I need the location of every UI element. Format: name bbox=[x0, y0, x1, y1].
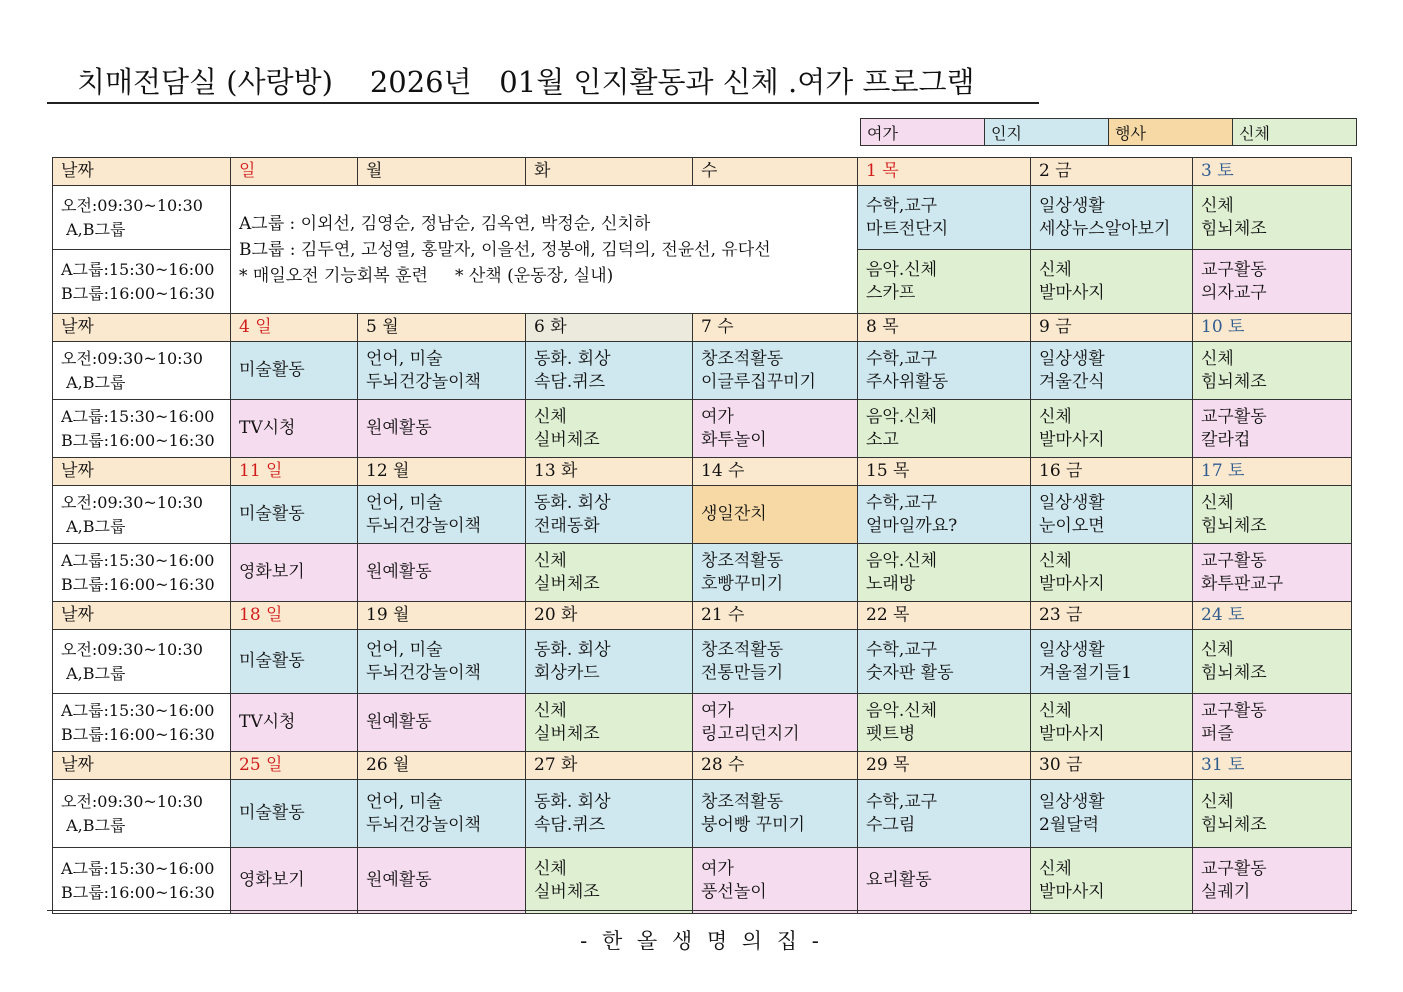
activity-detail: 전통만들기 bbox=[701, 662, 784, 683]
day-header: 29 목 bbox=[858, 752, 1031, 780]
activity-cell bbox=[1031, 186, 1193, 250]
time-line-1: A그룹:15:30~16:00 bbox=[61, 700, 215, 720]
activity-cell bbox=[1031, 630, 1193, 694]
activity-title: 신체 bbox=[1201, 348, 1234, 369]
activity-title: 창조적활동 bbox=[701, 791, 784, 812]
time-line-2: A,B그룹 bbox=[61, 815, 126, 835]
activity-title: 신체 bbox=[1201, 195, 1234, 216]
activity-cell bbox=[1193, 848, 1352, 914]
day-header: 10 토 bbox=[1193, 314, 1352, 342]
day-header: 12 월 bbox=[358, 458, 526, 486]
day-header: 16 금 bbox=[1031, 458, 1193, 486]
day-header: 19 월 bbox=[358, 602, 526, 630]
category-legend bbox=[860, 118, 1357, 146]
activity-title: 신체 bbox=[534, 406, 567, 427]
day-header: 23 금 bbox=[1031, 602, 1193, 630]
activity-detail: 눈이오면 bbox=[1039, 515, 1105, 536]
day-header: 22 목 bbox=[858, 602, 1031, 630]
activity-detail: 세상뉴스알아보기 bbox=[1039, 218, 1171, 239]
activity-detail: 발마사지 bbox=[1039, 723, 1105, 744]
activity-cell bbox=[858, 250, 1031, 314]
activity-cell bbox=[858, 400, 1031, 458]
activity-detail: 주사위활동 bbox=[866, 371, 949, 392]
morning-row bbox=[53, 780, 1352, 848]
activity-cell bbox=[693, 780, 858, 848]
activity-detail: 발마사지 bbox=[1039, 881, 1105, 902]
time-line-1: A그룹:15:30~16:00 bbox=[61, 259, 215, 279]
activity-detail: 회상카드 bbox=[534, 662, 600, 683]
activity-title: 미술활동 bbox=[239, 504, 305, 524]
activity-title: 신체 bbox=[1039, 259, 1072, 280]
day-header: 14 수 bbox=[693, 458, 858, 486]
time-slot-am bbox=[53, 342, 231, 400]
day-header: 화 bbox=[526, 158, 693, 186]
date-header-row bbox=[53, 314, 1352, 342]
date-label: 날짜 bbox=[53, 458, 231, 486]
activity-title: 여가 bbox=[701, 858, 734, 879]
day-header: 5 월 bbox=[358, 314, 526, 342]
time-line-2: A,B그룹 bbox=[61, 219, 126, 239]
activity-cell bbox=[1193, 400, 1352, 458]
afternoon-row bbox=[53, 400, 1352, 458]
morning-row bbox=[53, 486, 1352, 544]
activity-cell bbox=[693, 630, 858, 694]
activity-cell bbox=[1193, 694, 1352, 752]
activity-detail: 수그림 bbox=[866, 814, 916, 835]
activity-cell bbox=[1193, 486, 1352, 544]
time-line-1: 오전:09:30~10:30 bbox=[61, 348, 203, 368]
time-slot-pm bbox=[53, 400, 231, 458]
activity-title: 음악.신체 bbox=[866, 259, 938, 280]
activity-cell bbox=[693, 694, 858, 752]
activity-title: 수학,교구 bbox=[866, 791, 938, 812]
activity-cell bbox=[693, 342, 858, 400]
date-header-row bbox=[53, 158, 1352, 186]
activity-title: 생일잔치 bbox=[701, 504, 767, 524]
activity-cell bbox=[526, 780, 693, 848]
activity-title: 일상생활 bbox=[1039, 348, 1105, 369]
activity-detail: 노래방 bbox=[866, 573, 916, 594]
activity-cell bbox=[526, 544, 693, 602]
day-header: 수 bbox=[693, 158, 858, 186]
day-header: 9 금 bbox=[1031, 314, 1193, 342]
time-line-2: B그룹:16:00~16:30 bbox=[61, 574, 215, 594]
time-line-2: B그룹:16:00~16:30 bbox=[61, 283, 215, 303]
activity-title: 영화보기 bbox=[239, 870, 305, 890]
activity-title: 신체 bbox=[1201, 639, 1234, 660]
afternoon-row bbox=[53, 694, 1352, 752]
activity-cell bbox=[1193, 342, 1352, 400]
footer-org-name: - 한 올 생 명 의 집 - bbox=[580, 929, 823, 953]
activity-detail: 칼라컵 bbox=[1201, 429, 1251, 450]
date-label: 날짜 bbox=[53, 602, 231, 630]
activity-title: 창조적활동 bbox=[701, 550, 784, 571]
activity-title: 일상생활 bbox=[1039, 791, 1105, 812]
day-header: 2 금 bbox=[1031, 158, 1193, 186]
group-notice bbox=[231, 186, 858, 314]
legend-item-inji: 인지 bbox=[985, 119, 1109, 146]
activity-cell bbox=[1031, 694, 1193, 752]
activity-cell bbox=[1031, 544, 1193, 602]
activity-detail: 의자교구 bbox=[1201, 282, 1267, 303]
activity-cell bbox=[1031, 400, 1193, 458]
day-header: 26 월 bbox=[358, 752, 526, 780]
activity-title: 미술활동 bbox=[239, 360, 305, 380]
activity-cell bbox=[358, 848, 526, 914]
activity-cell bbox=[526, 848, 693, 914]
time-slot-am bbox=[53, 630, 231, 694]
activity-cell bbox=[1193, 186, 1352, 250]
activity-title: 교구활동 bbox=[1201, 700, 1267, 721]
activity-title: TV시청 bbox=[239, 418, 296, 438]
activity-cell bbox=[693, 486, 858, 544]
activity-title: 교구활동 bbox=[1201, 858, 1267, 879]
activity-cell bbox=[231, 486, 358, 544]
day-header: 28 수 bbox=[693, 752, 858, 780]
time-line-1: A그룹:15:30~16:00 bbox=[61, 858, 215, 878]
activity-detail: 2월달력 bbox=[1039, 814, 1100, 835]
activity-title: 영화보기 bbox=[239, 562, 305, 582]
activity-cell bbox=[231, 780, 358, 848]
activity-cell bbox=[1193, 780, 1352, 848]
activity-detail: 두뇌건강놀이책 bbox=[366, 515, 481, 536]
activity-detail: 실궤기 bbox=[1201, 881, 1251, 902]
activity-cell bbox=[358, 780, 526, 848]
activity-detail: 이글루집꾸미기 bbox=[701, 371, 816, 392]
schedule-table bbox=[52, 157, 1352, 914]
activity-cell bbox=[231, 848, 358, 914]
time-line-1: A그룹:15:30~16:00 bbox=[61, 550, 215, 570]
activity-detail: 속담.퀴즈 bbox=[534, 814, 606, 835]
activity-title: 동화. 회상 bbox=[534, 348, 611, 369]
activity-detail: 소고 bbox=[866, 429, 899, 450]
activity-cell bbox=[1031, 486, 1193, 544]
activity-detail: 힘뇌체조 bbox=[1201, 218, 1267, 239]
activity-title: 동화. 회상 bbox=[534, 492, 611, 513]
day-header: 일 bbox=[231, 158, 358, 186]
activity-detail: 발마사지 bbox=[1039, 282, 1105, 303]
activity-title: 신체 bbox=[1039, 406, 1072, 427]
page-title: 치매전담실 (사랑방) 2026년 01월 인지활동과 신체 .여가 프로그램 bbox=[47, 62, 1039, 104]
activity-detail: 호빵꾸미기 bbox=[701, 573, 784, 594]
activity-title: 여가 bbox=[701, 406, 734, 427]
activity-title: 여가 bbox=[701, 700, 734, 721]
activity-cell bbox=[358, 486, 526, 544]
activity-detail: 붕어빵 꾸미기 bbox=[701, 814, 805, 835]
day-header: 17 토 bbox=[1193, 458, 1352, 486]
day-header: 13 화 bbox=[526, 458, 693, 486]
activity-title: 수학,교구 bbox=[866, 348, 938, 369]
activity-title: 교구활동 bbox=[1201, 550, 1267, 571]
activity-detail: 힘뇌체조 bbox=[1201, 814, 1267, 835]
activity-title: 신체 bbox=[1039, 700, 1072, 721]
time-line-2: A,B그룹 bbox=[61, 372, 126, 392]
day-header: 3 토 bbox=[1193, 158, 1352, 186]
activity-title: 원예활동 bbox=[366, 562, 432, 582]
day-header: 25 일 bbox=[231, 752, 358, 780]
activity-cell bbox=[693, 400, 858, 458]
time-line-1: 오전:09:30~10:30 bbox=[61, 639, 203, 659]
activity-title: 수학,교구 bbox=[866, 639, 938, 660]
date-label: 날짜 bbox=[53, 752, 231, 780]
activity-title: 일상생활 bbox=[1039, 639, 1105, 660]
date-label: 날짜 bbox=[53, 158, 231, 186]
activity-detail: 풍선놀이 bbox=[701, 881, 767, 902]
date-header-row bbox=[53, 752, 1352, 780]
activity-detail: 전래동화 bbox=[534, 515, 600, 536]
day-header: 15 목 bbox=[858, 458, 1031, 486]
activity-cell bbox=[1193, 250, 1352, 314]
activity-detail: 발마사지 bbox=[1039, 429, 1105, 450]
activity-title: 신체 bbox=[1039, 858, 1072, 879]
activity-title: 미술활동 bbox=[239, 803, 305, 823]
activity-title: 일상생활 bbox=[1039, 492, 1105, 513]
activity-title: 동화. 회상 bbox=[534, 791, 611, 812]
day-header: 8 목 bbox=[858, 314, 1031, 342]
activity-cell bbox=[858, 694, 1031, 752]
notice-line3: * 매일오전 기능회복 훈련 * 산책 (운동장, 실내) bbox=[239, 265, 614, 286]
activity-detail: 퍼즐 bbox=[1201, 723, 1234, 744]
activity-cell bbox=[858, 630, 1031, 694]
day-header: 24 토 bbox=[1193, 602, 1352, 630]
activity-cell bbox=[526, 630, 693, 694]
activity-cell bbox=[858, 486, 1031, 544]
activity-detail: 겨울절기들1 bbox=[1039, 662, 1132, 683]
time-line-1: 오전:09:30~10:30 bbox=[61, 492, 203, 512]
activity-title: 음악.신체 bbox=[866, 550, 938, 571]
activity-cell bbox=[231, 342, 358, 400]
morning-row bbox=[53, 186, 1352, 250]
activity-detail: 힘뇌체조 bbox=[1201, 662, 1267, 683]
activity-title: 음악.신체 bbox=[866, 406, 938, 427]
activity-title: 원예활동 bbox=[366, 418, 432, 438]
activity-cell bbox=[358, 694, 526, 752]
activity-cell bbox=[526, 694, 693, 752]
activity-cell bbox=[1031, 848, 1193, 914]
activity-title: TV시청 bbox=[239, 712, 296, 732]
activity-cell bbox=[858, 342, 1031, 400]
activity-cell bbox=[858, 186, 1031, 250]
bottom-rule bbox=[47, 910, 1357, 911]
activity-detail: 화투놀이 bbox=[701, 429, 767, 450]
day-header: 월 bbox=[358, 158, 526, 186]
activity-cell bbox=[526, 342, 693, 400]
time-line-2: A,B그룹 bbox=[61, 516, 126, 536]
activity-cell bbox=[526, 486, 693, 544]
day-header: 4 일 bbox=[231, 314, 358, 342]
afternoon-row bbox=[53, 848, 1352, 914]
activity-title: 언어, 미술 bbox=[366, 791, 443, 812]
notice-line1: A그룹 : 이외선, 김영순, 정남순, 김옥연, 박정순, 신치하 bbox=[239, 213, 651, 234]
notice-line2: B그룹 : 김두연, 고성열, 홍말자, 이을선, 정봉애, 김덕의, 전윤선, 유다선 bbox=[239, 239, 771, 260]
activity-cell bbox=[358, 544, 526, 602]
time-line-2: B그룹:16:00~16:30 bbox=[61, 430, 215, 450]
time-slot-pm bbox=[53, 544, 231, 602]
day-header: 18 일 bbox=[231, 602, 358, 630]
activity-cell bbox=[693, 544, 858, 602]
activity-detail: 두뇌건강놀이책 bbox=[366, 371, 481, 392]
day-header: 6 화 bbox=[526, 314, 693, 342]
legend-item-sinche: 신체 bbox=[1233, 119, 1357, 146]
activity-title: 언어, 미술 bbox=[366, 348, 443, 369]
activity-title: 원예활동 bbox=[366, 712, 432, 732]
activity-detail: 발마사지 bbox=[1039, 573, 1105, 594]
activity-title: 신체 bbox=[534, 858, 567, 879]
afternoon-row bbox=[53, 544, 1352, 602]
activity-detail: 얼마일까요? bbox=[866, 515, 958, 536]
activity-title: 교구활동 bbox=[1201, 259, 1267, 280]
activity-detail: 겨울간식 bbox=[1039, 371, 1105, 392]
activity-cell bbox=[858, 780, 1031, 848]
activity-cell bbox=[231, 630, 358, 694]
date-label: 날짜 bbox=[53, 314, 231, 342]
activity-title: 동화. 회상 bbox=[534, 639, 611, 660]
activity-title: 언어, 미술 bbox=[366, 492, 443, 513]
activity-title: 신체 bbox=[1201, 791, 1234, 812]
time-line-1: 오전:09:30~10:30 bbox=[61, 195, 203, 215]
activity-detail: 속담.퀴즈 bbox=[534, 371, 606, 392]
activity-detail: 실버체조 bbox=[534, 723, 600, 744]
activity-cell bbox=[231, 400, 358, 458]
activity-cell bbox=[358, 342, 526, 400]
activity-title: 신체 bbox=[534, 550, 567, 571]
time-slot-pm bbox=[53, 694, 231, 752]
time-slot-am bbox=[53, 486, 231, 544]
day-header: 20 화 bbox=[526, 602, 693, 630]
activity-cell bbox=[1031, 780, 1193, 848]
activity-title: 수학,교구 bbox=[866, 195, 938, 216]
activity-cell bbox=[231, 544, 358, 602]
activity-detail: 실버체조 bbox=[534, 429, 600, 450]
activity-title: 언어, 미술 bbox=[366, 639, 443, 660]
activity-detail: 펫트병 bbox=[866, 723, 916, 744]
time-line-1: 오전:09:30~10:30 bbox=[61, 791, 203, 811]
activity-title: 수학,교구 bbox=[866, 492, 938, 513]
day-header: 30 금 bbox=[1031, 752, 1193, 780]
activity-detail: 실버체조 bbox=[534, 573, 600, 594]
activity-title: 음악.신체 bbox=[866, 700, 938, 721]
day-header: 11 일 bbox=[231, 458, 358, 486]
activity-detail: 힘뇌체조 bbox=[1201, 515, 1267, 536]
date-header-row bbox=[53, 602, 1352, 630]
activity-cell bbox=[526, 400, 693, 458]
activity-title: 창조적활동 bbox=[701, 348, 784, 369]
activity-title: 교구활동 bbox=[1201, 406, 1267, 427]
time-line-2: B그룹:16:00~16:30 bbox=[61, 724, 215, 744]
date-header-row bbox=[53, 458, 1352, 486]
activity-detail: 숫자판 활동 bbox=[866, 662, 954, 683]
legend-item-yeoga: 여가 bbox=[861, 119, 985, 146]
activity-detail: 마트전단지 bbox=[866, 218, 949, 239]
activity-title: 신체 bbox=[1201, 492, 1234, 513]
activity-cell bbox=[1031, 250, 1193, 314]
activity-detail: 힘뇌체조 bbox=[1201, 371, 1267, 392]
activity-title: 일상생활 bbox=[1039, 195, 1105, 216]
legend-item-haengsa: 행사 bbox=[1109, 119, 1233, 146]
time-slot-pm bbox=[53, 848, 231, 914]
time-line-2: A,B그룹 bbox=[61, 663, 126, 683]
time-slot-am bbox=[53, 780, 231, 848]
time-line-1: A그룹:15:30~16:00 bbox=[61, 406, 215, 426]
day-header: 7 수 bbox=[693, 314, 858, 342]
activity-title: 창조적활동 bbox=[701, 639, 784, 660]
activity-cell bbox=[358, 630, 526, 694]
activity-detail: 화투판교구 bbox=[1201, 573, 1284, 594]
activity-cell bbox=[1193, 544, 1352, 602]
time-line-2: B그룹:16:00~16:30 bbox=[61, 882, 215, 902]
activity-cell bbox=[231, 694, 358, 752]
activity-cell bbox=[1193, 630, 1352, 694]
activity-cell bbox=[858, 544, 1031, 602]
day-header: 21 수 bbox=[693, 602, 858, 630]
activity-detail: 스카프 bbox=[866, 282, 916, 303]
time-slot-am bbox=[53, 186, 231, 250]
activity-detail: 링고리던지기 bbox=[701, 723, 800, 744]
morning-row bbox=[53, 342, 1352, 400]
activity-title: 원예활동 bbox=[366, 870, 432, 890]
activity-title: 신체 bbox=[534, 700, 567, 721]
activity-cell bbox=[858, 848, 1031, 914]
activity-title: 신체 bbox=[1039, 550, 1072, 571]
activity-detail: 두뇌건강놀이책 bbox=[366, 662, 481, 683]
activity-title: 미술활동 bbox=[239, 651, 305, 671]
morning-row bbox=[53, 630, 1352, 694]
time-slot-pm bbox=[53, 250, 231, 314]
activity-title: 요리활동 bbox=[866, 870, 932, 890]
activity-cell bbox=[358, 400, 526, 458]
activity-detail: 실버체조 bbox=[534, 881, 600, 902]
activity-cell bbox=[1031, 342, 1193, 400]
day-header: 27 화 bbox=[526, 752, 693, 780]
day-header: 31 토 bbox=[1193, 752, 1352, 780]
activity-detail: 두뇌건강놀이책 bbox=[366, 814, 481, 835]
day-header: 1 목 bbox=[858, 158, 1031, 186]
activity-cell bbox=[693, 848, 858, 914]
